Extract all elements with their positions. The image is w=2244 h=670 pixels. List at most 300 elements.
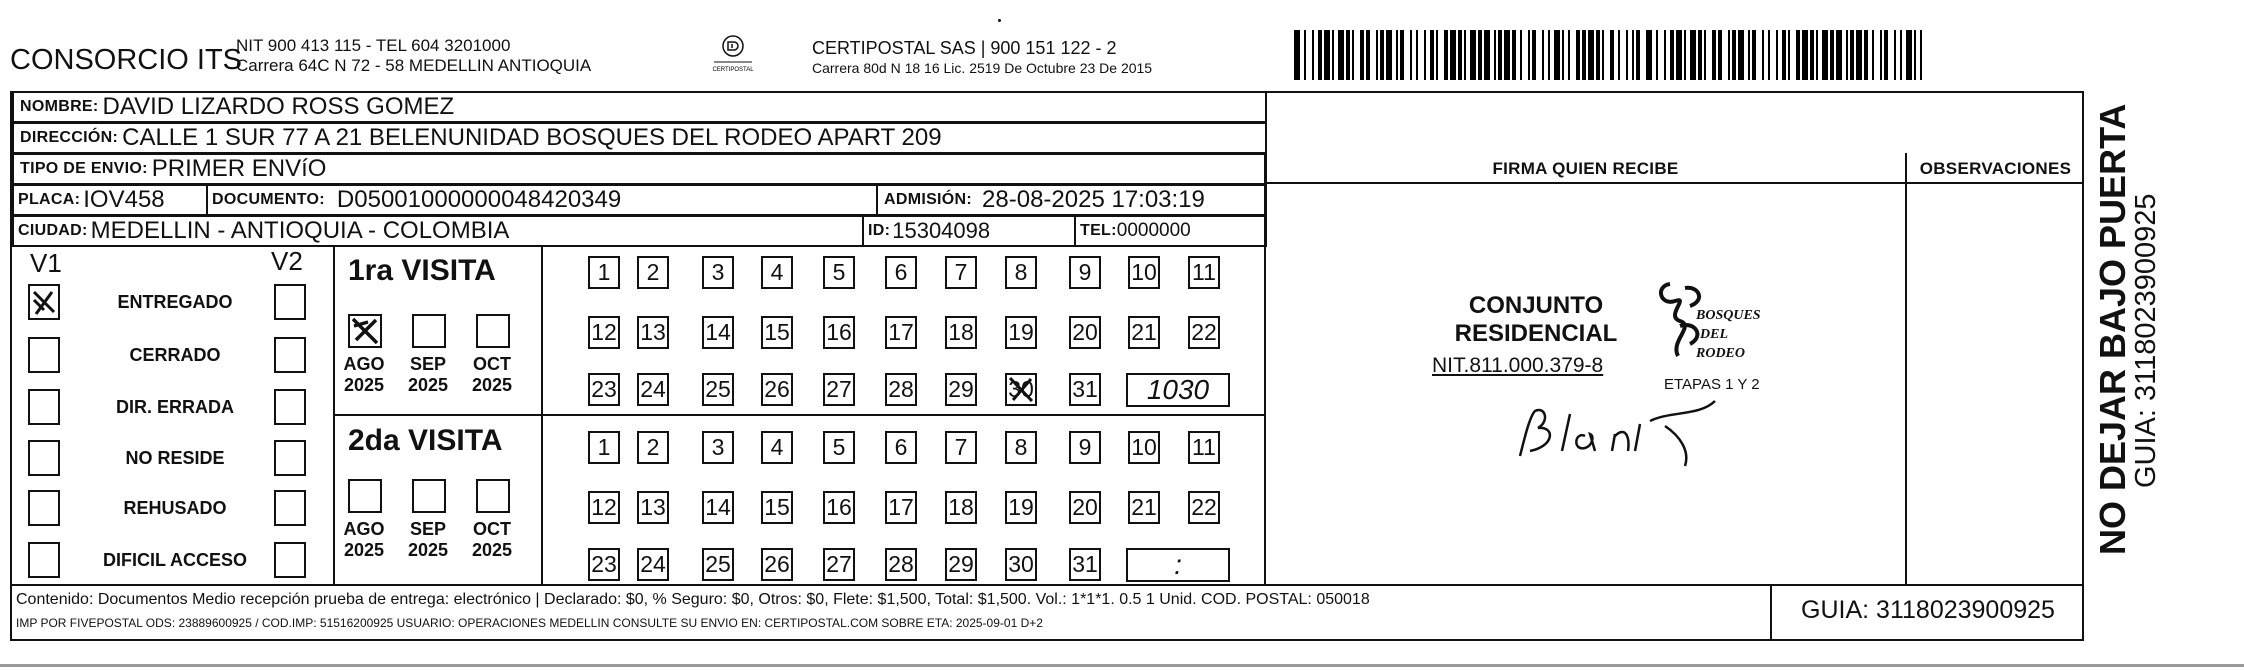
- ciudad-label: CIUDAD:: [18, 222, 88, 239]
- day-number: 24: [640, 376, 666, 402]
- day-number: 8: [1014, 259, 1028, 285]
- barcode-bar: [1568, 30, 1570, 80]
- direccion-value: CALLE 1 SUR 77 A 21 BELENUNIDAD BOSQUES DEL RODEO APART 209: [122, 124, 942, 151]
- barcode-bar: [1810, 30, 1814, 80]
- day-number: 3: [711, 259, 725, 285]
- month-checkbox[interactable]: [412, 314, 446, 348]
- nombre-value: DAVID LIZARDO ROSS GOMEZ: [102, 93, 455, 120]
- barcode-bar: [1610, 30, 1614, 80]
- day-number: 7: [954, 434, 968, 460]
- day-number: 15: [764, 494, 790, 520]
- barcode-bar: [1748, 30, 1750, 80]
- tipo-value: PRIMER ENVíO: [151, 155, 327, 182]
- firma-header: FIRMA QUIEN RECIBE: [1492, 159, 1679, 178]
- barcode-bar: [1684, 30, 1686, 80]
- panel-header-line: [1264, 182, 2084, 184]
- day-number: 30: [1008, 551, 1034, 577]
- placa-divider: [206, 184, 208, 216]
- visit-divider-h: [333, 414, 1264, 416]
- barcode-bar: [1464, 30, 1466, 80]
- day-box[interactable]: [702, 373, 734, 406]
- barcode-bar: [1920, 30, 1922, 80]
- day-number: 20: [1072, 494, 1098, 520]
- v1-checkbox[interactable]: [28, 490, 60, 526]
- day-box[interactable]: [945, 491, 977, 524]
- stamp-logo-l2: DEL: [1700, 327, 1728, 342]
- month-name: OCT: [473, 519, 511, 539]
- barcode-bar: [1788, 30, 1790, 80]
- barcode-bar: [1864, 30, 1868, 80]
- id-cell: [868, 217, 1068, 245]
- documento-cell: [212, 186, 872, 214]
- side-guia: GUIA: 3118023900925: [2130, 193, 2162, 488]
- barcode-bar: [1312, 30, 1314, 80]
- v1-checkbox[interactable]: [28, 337, 60, 373]
- visit1-title: 1ra VISITA: [348, 254, 496, 287]
- tipo-label: TIPO DE ENVIO:: [20, 160, 148, 177]
- barcode-bar: [1576, 30, 1580, 80]
- barcode-bar: [1386, 30, 1392, 80]
- barcode-bar: [1796, 30, 1800, 80]
- barcode-bar: [1498, 30, 1502, 80]
- day-number: 29: [948, 376, 974, 402]
- barcode-bar: [1712, 30, 1716, 80]
- month-label: [462, 519, 522, 561]
- day-number: 24: [640, 551, 666, 577]
- day-number: 26: [764, 551, 790, 577]
- side-warning: NO DEJAR BAJO PUERTA: [2092, 103, 2133, 555]
- nombre-row: [12, 91, 1267, 123]
- tel-value: 0000000: [1116, 220, 1191, 241]
- documento-label: DOCUMENTO:: [212, 191, 325, 208]
- company-nit: NIT 900 413 115 - TEL 604 3201000: [236, 36, 511, 55]
- barcode-bar: [1554, 30, 1560, 80]
- day-box[interactable]: [588, 491, 620, 524]
- barcode-bar: [1602, 30, 1604, 80]
- barcode-bar: [1728, 30, 1730, 80]
- admision-cell: [884, 186, 1254, 214]
- v2-checkbox[interactable]: [274, 337, 306, 373]
- day-box[interactable]: [1069, 431, 1101, 464]
- barcode-bar: [1360, 30, 1364, 80]
- barcode-bar: [1822, 30, 1828, 80]
- day-number: 9: [1078, 259, 1092, 285]
- day-box[interactable]: [702, 316, 734, 349]
- barcode-bar: [1424, 30, 1426, 80]
- barcode-bar: [1646, 30, 1652, 80]
- barcode-bar: [1664, 30, 1666, 80]
- day-box[interactable]: [637, 316, 669, 349]
- barcode-bar: [1914, 30, 1916, 80]
- footer-imp: IMP POR FIVEPOSTAL ODS: 23889600925 / COD.IMP: 51516200925 USUARIO: OPERACIONES MEDELLIN CONSULTE SU ENVIO EN: CERTIPOSTAL.COM SOBRE ETA: 2025-09-01 D+2: [16, 616, 1043, 630]
- barcode-bar: [1732, 30, 1736, 80]
- day-box[interactable]: [761, 316, 793, 349]
- day-box[interactable]: [1005, 548, 1037, 581]
- admision-divider: [876, 184, 878, 216]
- day-number: 6: [894, 434, 908, 460]
- barcode-bar: [1380, 30, 1384, 80]
- day-box[interactable]: [1005, 431, 1037, 464]
- day-number: 29: [948, 551, 974, 577]
- status-label: CERRADO: [129, 345, 221, 365]
- barcode-bar: [1626, 30, 1628, 80]
- day-box[interactable]: [885, 316, 917, 349]
- barcode-bar: [1698, 30, 1702, 80]
- day-box[interactable]: [1188, 316, 1220, 349]
- day-box[interactable]: [945, 256, 977, 289]
- day-box[interactable]: [1069, 491, 1101, 524]
- day-number: 11: [1192, 259, 1216, 285]
- courier-name: CERTIPOSTAL SAS | 900 151 122 - 2: [812, 38, 1117, 58]
- barcode-bar: [1880, 30, 1882, 80]
- day-number: 2: [646, 434, 660, 460]
- tel-divider: [1074, 215, 1076, 247]
- v2-checkbox[interactable]: [274, 284, 306, 320]
- day-number: 4: [770, 434, 784, 460]
- barcode-bar: [1332, 30, 1334, 80]
- id-divider: [862, 215, 864, 247]
- admision-label: ADMISIÓN:: [884, 191, 973, 208]
- v2-label: V2: [271, 246, 303, 276]
- day-box[interactable]: [823, 491, 855, 524]
- barcode-bar: [1676, 30, 1682, 80]
- month-year: 2025: [407, 375, 449, 395]
- month-checkbox[interactable]: [476, 479, 510, 513]
- day-number: 2: [646, 259, 660, 285]
- status-label: NO RESIDE: [125, 448, 225, 468]
- month-year: 2025: [471, 375, 513, 395]
- signature: [1500, 396, 1740, 476]
- month-checkbox[interactable]: [348, 314, 382, 348]
- barcode-bar: [1802, 30, 1808, 80]
- footer-contenido: Contenido: Documentos Medio recepción prueba de entrega: electrónico | Declarado: $0, % Seguro: $0, Otros: $0, Flete: $1,500, Total: $1,500. Vol.: 1*1*1. 0.5 1 Unid. COD. POSTAL: 050018: [16, 591, 1370, 608]
- day-number: 22: [1191, 494, 1217, 520]
- day-number: 4: [770, 259, 784, 285]
- month-name: SEP: [409, 519, 447, 539]
- day-number: 25: [705, 376, 731, 402]
- barcode-bar: [1484, 30, 1490, 80]
- time-field[interactable]: 1030: [1126, 373, 1230, 407]
- day-box[interactable]: [1128, 256, 1160, 289]
- barcode-bar: [1830, 30, 1834, 80]
- v1-checkbox[interactable]: [28, 389, 60, 425]
- day-number: 31: [1072, 551, 1098, 577]
- barcode-bar: [1894, 30, 1896, 80]
- barcode-bar: [1478, 30, 1482, 80]
- certipostal-logo: [708, 34, 758, 78]
- barcode-bar: [1450, 30, 1456, 80]
- barcode-bar: [1850, 30, 1854, 80]
- day-box[interactable]: [823, 431, 855, 464]
- day-number: 5: [832, 434, 846, 460]
- barcode-bar: [1636, 30, 1640, 80]
- barcode-bar: [1632, 30, 1634, 80]
- day-number: 12: [591, 494, 617, 520]
- day-number: 18: [948, 494, 974, 520]
- day-number: 15: [764, 319, 790, 345]
- day-number: 27: [826, 376, 852, 402]
- month-checkbox[interactable]: [476, 314, 510, 348]
- barcode-bar: [1836, 30, 1842, 80]
- day-number: 18: [948, 319, 974, 345]
- day-box[interactable]: [588, 548, 620, 581]
- day-box[interactable]: [1069, 256, 1101, 289]
- day-number: 10: [1131, 434, 1157, 460]
- barcode: [1294, 30, 1928, 80]
- tel-cell: [1080, 217, 1254, 245]
- barcode-bar: [1346, 30, 1350, 80]
- day-box[interactable]: [1128, 316, 1160, 349]
- day-box[interactable]: [637, 256, 669, 289]
- day-number: 5: [832, 259, 846, 285]
- day-number: 16: [826, 494, 852, 520]
- day-box[interactable]: [1188, 491, 1220, 524]
- day-box[interactable]: [823, 548, 855, 581]
- stamp-line2: RESIDENCIAL: [1454, 320, 1618, 347]
- day-number: 19: [1008, 494, 1034, 520]
- documento-value: D05001000000048420349: [336, 186, 622, 213]
- day-box[interactable]: [1069, 373, 1101, 406]
- day-box[interactable]: [885, 373, 917, 406]
- ciudad-cell: [18, 217, 858, 245]
- v2-checkbox[interactable]: [274, 542, 306, 578]
- barcode-bar: [1444, 30, 1448, 80]
- day-number: 1: [597, 434, 611, 460]
- month-label: [398, 519, 458, 561]
- barcode-bar: [1400, 30, 1404, 80]
- company-address: Carrera 64C N 72 - 58 MEDELLIN ANTIOQUIA: [236, 56, 592, 75]
- check-mark-icon: [350, 316, 380, 346]
- day-box[interactable]: [1069, 548, 1101, 581]
- day-box[interactable]: [945, 431, 977, 464]
- status-label: REHUSADO: [123, 498, 227, 518]
- check-mark-icon: [30, 286, 58, 318]
- month-name: SEP: [409, 354, 447, 374]
- day-box[interactable]: [761, 431, 793, 464]
- day-box[interactable]: [885, 256, 917, 289]
- barcode-bar: [1318, 30, 1322, 80]
- barcode-bar: [1718, 30, 1722, 80]
- barcode-bar: [1690, 30, 1696, 80]
- month-name: OCT: [473, 354, 511, 374]
- day-box[interactable]: [588, 316, 620, 349]
- day-number: 27: [826, 551, 852, 577]
- barcode-bar: [1542, 30, 1544, 80]
- status-label: ENTREGADO: [117, 292, 233, 312]
- v1-checkbox[interactable]: [28, 542, 60, 578]
- day-number: 26: [764, 376, 790, 402]
- day-box[interactable]: [637, 548, 669, 581]
- day-box[interactable]: [637, 431, 669, 464]
- day-box[interactable]: [588, 256, 620, 289]
- day-number: 10: [1131, 259, 1157, 285]
- obs-header: OBSERVACIONES: [1919, 159, 2072, 178]
- day-box[interactable]: [1128, 431, 1160, 464]
- barcode-bar: [1816, 30, 1818, 80]
- day-box[interactable]: [761, 548, 793, 581]
- v1-checkbox[interactable]: [28, 284, 60, 320]
- stray-mark: [998, 19, 1001, 22]
- day-number: 3: [711, 434, 725, 460]
- day-box[interactable]: [1188, 431, 1220, 464]
- time-field[interactable]: :: [1126, 548, 1230, 582]
- day-box[interactable]: [702, 491, 734, 524]
- barcode-bar: [1588, 30, 1594, 80]
- day-number: 13: [640, 494, 666, 520]
- day-box[interactable]: [885, 548, 917, 581]
- day-number: 21: [1131, 494, 1157, 520]
- barcode-bar: [1738, 30, 1744, 80]
- nombre-label: NOMBRE:: [20, 98, 99, 115]
- day-box[interactable]: [637, 491, 669, 524]
- visit2-title: 2da VISITA: [348, 424, 503, 457]
- status-label: DIR. ERRADA: [115, 397, 234, 417]
- barcode-bar: [1776, 30, 1778, 80]
- month-checkbox[interactable]: [348, 479, 382, 513]
- barcode-bar: [1562, 30, 1564, 80]
- day-number: 12: [591, 319, 617, 345]
- barcode-bar: [1338, 30, 1344, 80]
- day-number: 17: [888, 319, 914, 345]
- barcode-bar: [1376, 30, 1378, 80]
- v1-checkbox[interactable]: [28, 440, 60, 476]
- barcode-bar: [1548, 30, 1550, 80]
- placa-cell: [18, 186, 206, 214]
- barcode-bar: [1582, 30, 1586, 80]
- id-label: ID:: [868, 222, 891, 239]
- stamp-title: [1436, 292, 1636, 348]
- day-number: 19: [1008, 319, 1034, 345]
- day-box[interactable]: [1069, 316, 1101, 349]
- day-number: 23: [591, 376, 617, 402]
- day-box[interactable]: [1005, 491, 1037, 524]
- direccion-row: [12, 122, 1267, 154]
- day-box[interactable]: [637, 373, 669, 406]
- day-number: 11: [1192, 434, 1216, 460]
- stamp-etapas: ETAPAS 1 Y 2: [1664, 376, 1760, 393]
- day-box[interactable]: [761, 491, 793, 524]
- day-box[interactable]: [761, 373, 793, 406]
- barcode-bar: [1436, 30, 1438, 80]
- barcode-bar: [1504, 30, 1510, 80]
- footer-guia: GUIA: 3118023900925: [1801, 596, 2055, 624]
- barcode-bar: [1494, 30, 1496, 80]
- day-number: 13: [640, 319, 666, 345]
- day-number: 6: [894, 259, 908, 285]
- day-number: 8: [1014, 434, 1028, 460]
- day-box[interactable]: [702, 548, 734, 581]
- stamp-logo-l1: BOSQUES: [1696, 308, 1761, 323]
- barcode-bar: [1520, 30, 1522, 80]
- month-year: 2025: [407, 540, 449, 560]
- day-box[interactable]: [588, 373, 620, 406]
- courier-license: Carrera 80d N 18 16 Lic. 2519 De Octubre 23 De 2015: [812, 60, 1153, 76]
- company-name: CONSORCIO ITS: [10, 44, 243, 76]
- day-box[interactable]: [1005, 373, 1037, 406]
- day-box[interactable]: [1005, 316, 1037, 349]
- day-box[interactable]: [885, 431, 917, 464]
- month-year: 2025: [343, 540, 385, 560]
- day-box[interactable]: [702, 431, 734, 464]
- day-box[interactable]: [588, 431, 620, 464]
- day-box[interactable]: [1188, 256, 1220, 289]
- day-number: 21: [1131, 319, 1157, 345]
- day-box[interactable]: [885, 491, 917, 524]
- barcode-bar: [1512, 30, 1516, 80]
- day-box[interactable]: [1005, 256, 1037, 289]
- month-label: [462, 354, 522, 396]
- direccion-label: DIRECCIÓN:: [20, 129, 119, 146]
- day-box[interactable]: [702, 256, 734, 289]
- day-number: 23: [591, 551, 617, 577]
- day-number: 30: [1008, 376, 1034, 402]
- day-box[interactable]: [823, 256, 855, 289]
- stamp-logo-l3: RODEO: [1696, 346, 1746, 361]
- day-box[interactable]: [823, 373, 855, 406]
- day-box[interactable]: [945, 316, 977, 349]
- day-number: 28: [888, 551, 914, 577]
- barcode-bar: [1900, 30, 1902, 80]
- month-name: AGO: [343, 519, 385, 539]
- month-checkbox[interactable]: [412, 479, 446, 513]
- barcode-bar: [1532, 30, 1536, 80]
- id-value: 15304098: [892, 218, 991, 243]
- month-label: [398, 354, 458, 396]
- day-number: 31: [1072, 376, 1098, 402]
- month-name: AGO: [343, 354, 385, 374]
- barcode-bar: [1430, 30, 1434, 80]
- day-box[interactable]: [1128, 491, 1160, 524]
- barcode-bar: [1704, 30, 1706, 80]
- day-number: 1: [597, 259, 611, 285]
- firma-panel: [1264, 153, 1266, 585]
- day-number: 25: [705, 551, 731, 577]
- v2-checkbox[interactable]: [274, 440, 306, 476]
- barcode-bar: [1352, 30, 1354, 80]
- day-number: 16: [826, 319, 852, 345]
- day-box[interactable]: [761, 256, 793, 289]
- ciudad-value: MEDELLIN - ANTIOQUIA - COLOMBIA: [90, 217, 510, 244]
- day-number: 20: [1072, 319, 1098, 345]
- footer-top-line: [10, 584, 2084, 586]
- barcode-bar: [1528, 30, 1530, 80]
- barcode-bar: [1856, 30, 1862, 80]
- admision-value: 28-08-2025 17:03:19: [982, 186, 1205, 213]
- barcode-bar: [1416, 30, 1418, 80]
- barcode-bar: [1884, 30, 1888, 80]
- stamp-nit: NIT.811.000.379-8: [1432, 354, 1604, 377]
- month-label: [334, 519, 394, 561]
- day-number: 22: [1191, 319, 1217, 345]
- v2-checkbox[interactable]: [274, 389, 306, 425]
- page-edge: [0, 664, 2244, 667]
- barcode-bar: [1366, 30, 1370, 80]
- barcode-bar: [1656, 30, 1658, 80]
- v2-checkbox[interactable]: [274, 490, 306, 526]
- day-number: 28: [888, 376, 914, 402]
- day-box[interactable]: [945, 373, 977, 406]
- tel-label: TEL:: [1080, 222, 1117, 239]
- barcode-bar: [1872, 30, 1874, 80]
- stamp-logo-text: [1696, 306, 1761, 363]
- day-number: 14: [705, 319, 731, 345]
- check-mark-icon: [1007, 375, 1035, 404]
- day-box[interactable]: [823, 316, 855, 349]
- day-box[interactable]: [945, 548, 977, 581]
- day-number: 14: [705, 494, 731, 520]
- month-year: 2025: [343, 375, 385, 395]
- tipo-row: [12, 153, 1267, 185]
